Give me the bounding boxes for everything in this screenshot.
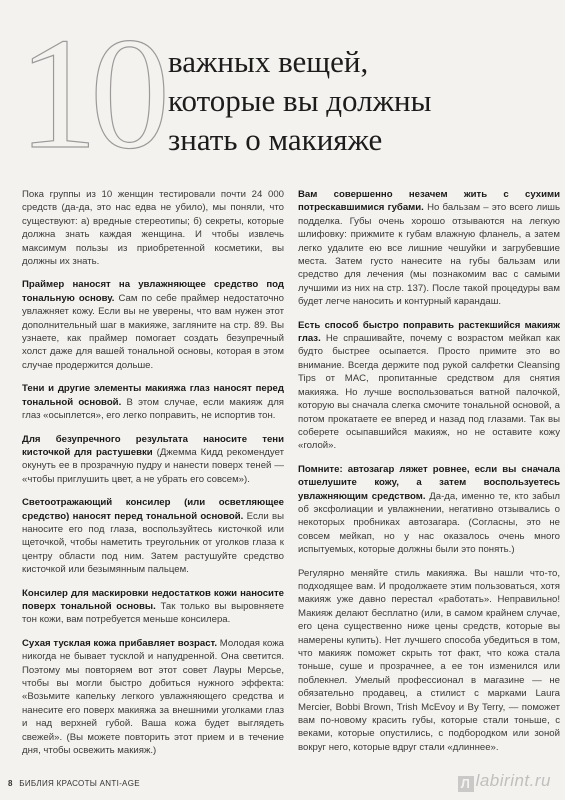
paragraph-self-tan: Помните: автозагар ляжет ровнее, если вы сначала отшелушите кожу, а затем воспользуетесь увлажняющим средством. Да-да, именно те, кто забыл об эксфолиации и увлажнении, негативно отзывались о некоторых пробниках автозагара. (Согласны, это не совсем мейкап, но у нас оказалось очень много испытуемых, которые должны были это понять.) xyxy=(298,463,560,556)
paragraph-concealer: Консилер для маскировки недостатков кожи наносите поверх тональной основы. Так только вы выровняете тон кожи, вам потребуется меньше консилера. xyxy=(22,587,284,626)
paragraph-eye-fix: Есть способ быстро поправить растекшийся макияж глаз. Не спрашивайте, почему с возрастом мейкап как будто быстрее осыпается. Просто примите это во внимание. Всегда держите под рукой салфетки Cleansing Tips от MAC, пропитанные средством для снятия макияжа. Но лучше воспользоваться ватной палочкой, которую вы сначала слегка смочите тональной основой, а потом прокатаете ее вперед и назад под глазами. Так вы соберете осыпавшийся макияж, но не оставите кожу «голой». xyxy=(298,319,560,452)
page-number: 8 xyxy=(8,779,13,788)
watermark-logo-icon: Л xyxy=(458,776,474,792)
paragraph-brush: Для безупречного результата наносите тени кисточкой для растушевки (Джемма Кидд рекомендует окунуть ее в прозрачную пудру и нанести поверх теней — «чтобы приглушить цвет, а не убрать его совсем»). xyxy=(22,433,284,485)
title-line-1: важных вещей, xyxy=(168,44,369,79)
big-number-ten: 10 xyxy=(18,4,162,182)
title-line-2: которые вы должны xyxy=(168,83,432,118)
page-footer xyxy=(8,779,140,788)
paragraph-lips: Вам совершенно незачем жить с сухими потрескавшимися губами. Но бальзам – это всего лишь подделка. Губы очень хорошо отзываются на легкую шлифовку: прижмите к губам влажную фланель, а затем легко удалите ею все лишние чешуйки и загрубевшие места. Затем густо нанесите на губы бальзам или средство для лечения (мы познакомим вас с самыми лучшими из них на стр. 137). После такой процедуры вам будет легче наносить и контурный карандаш. xyxy=(298,189,560,308)
paragraph-intro: Пока группы из 10 женщин тестировали почти 24 000 средств (да-да, это нас едва не убило), мы поняли, что существуют: а) вредные стереотипы; б) секреты, которые должна знать каждая женщина. И чтобы извлечь максимум пользы из приобретенной косметики, вы должны их знать. xyxy=(22,189,284,268)
paragraph-dry-skin: Сухая тусклая кожа прибавляет возраст. Молодая кожа никогда не бывает тусклой и напудренной. Она светится. Поэтому мы повторяем вот этот совет Лауры Мерсье, чтобы вы могли быстро добиться нужного эффекта: «Возьмите капельку легкого увлажняющего средства и нанесите его поверх макияжа за внешними уголками глаз и над верхней губой. Ваша кожа будет выглядеть свежей». (Вы можете повторить этот прием и в течение дня, чтобы освежить макияж.) xyxy=(22,637,284,757)
watermark-text: labirint.ru xyxy=(475,771,551,790)
paragraph-eyeshadow: Тени и другие элементы макияжа глаз наносят перед тональной основой. В этом случае, если макияж для глаз «осыплется», его легко поправить, не испортив тон. xyxy=(22,383,284,422)
left-column xyxy=(22,188,284,767)
title-line-3: знать о макияже xyxy=(168,122,383,157)
book-title: БИБЛИЯ КРАСОТЫ ANTI-AGE xyxy=(19,779,140,788)
page-title xyxy=(168,42,431,159)
watermark xyxy=(458,771,551,792)
paragraph-concealer-light: Светоотражающий консилер (или осветляющее средство) наносят перед тональной основой. Если вы наносите его под глаза, воспользуйтесь кисточкой или щеточкой, чтобы наметить треугольник от уголков глаза к центру области под ним. Затем растушуйте средство кисточкой или безымянным пальцем. xyxy=(22,497,285,576)
right-column xyxy=(298,188,560,764)
paragraph-primer: Праймер наносят на увлажняющее средство под тональную основу. Сам по себе праймер недостаточно увлажняет кожу. Если вы не уверены, что вам нужен этот дополнительный шаг в макияже, загляните на стр. 89. Вы узнаете, как праймер помогает создать безупречный холст даже для вашей тональной основы, которая в этом случае продержится дольше. xyxy=(22,279,285,371)
paragraph-style: Регулярно меняйте стиль макияжа. Вы нашли что-то, подходящее вам. И продолжаете этим пользоваться, хотя макияж уже давно перестал «работать». Неправильно! Макияж делают бесплатно (или, в самом крайнем случае, его цена существенно ниже цены средств, которые вы намерены купить). Нет лучшего способа убедиться в том, что макияж поможет скрыть тот факт, что кожа стала тоньше, суше и прозрачнее, а ее тон изменился или поблекнел. Умелый профессионал в магазине — не обязательно продавец, а стилист с марками Laura Mercier, Bobbi Brown, Trish McEvoy и By Terry, — поможет вам по-новому красить губы, которые стали тоньше, с веками, которые опустились, с подбородком или зоной вокруг него, которые вдруг стали «длиннее». xyxy=(298,567,560,753)
